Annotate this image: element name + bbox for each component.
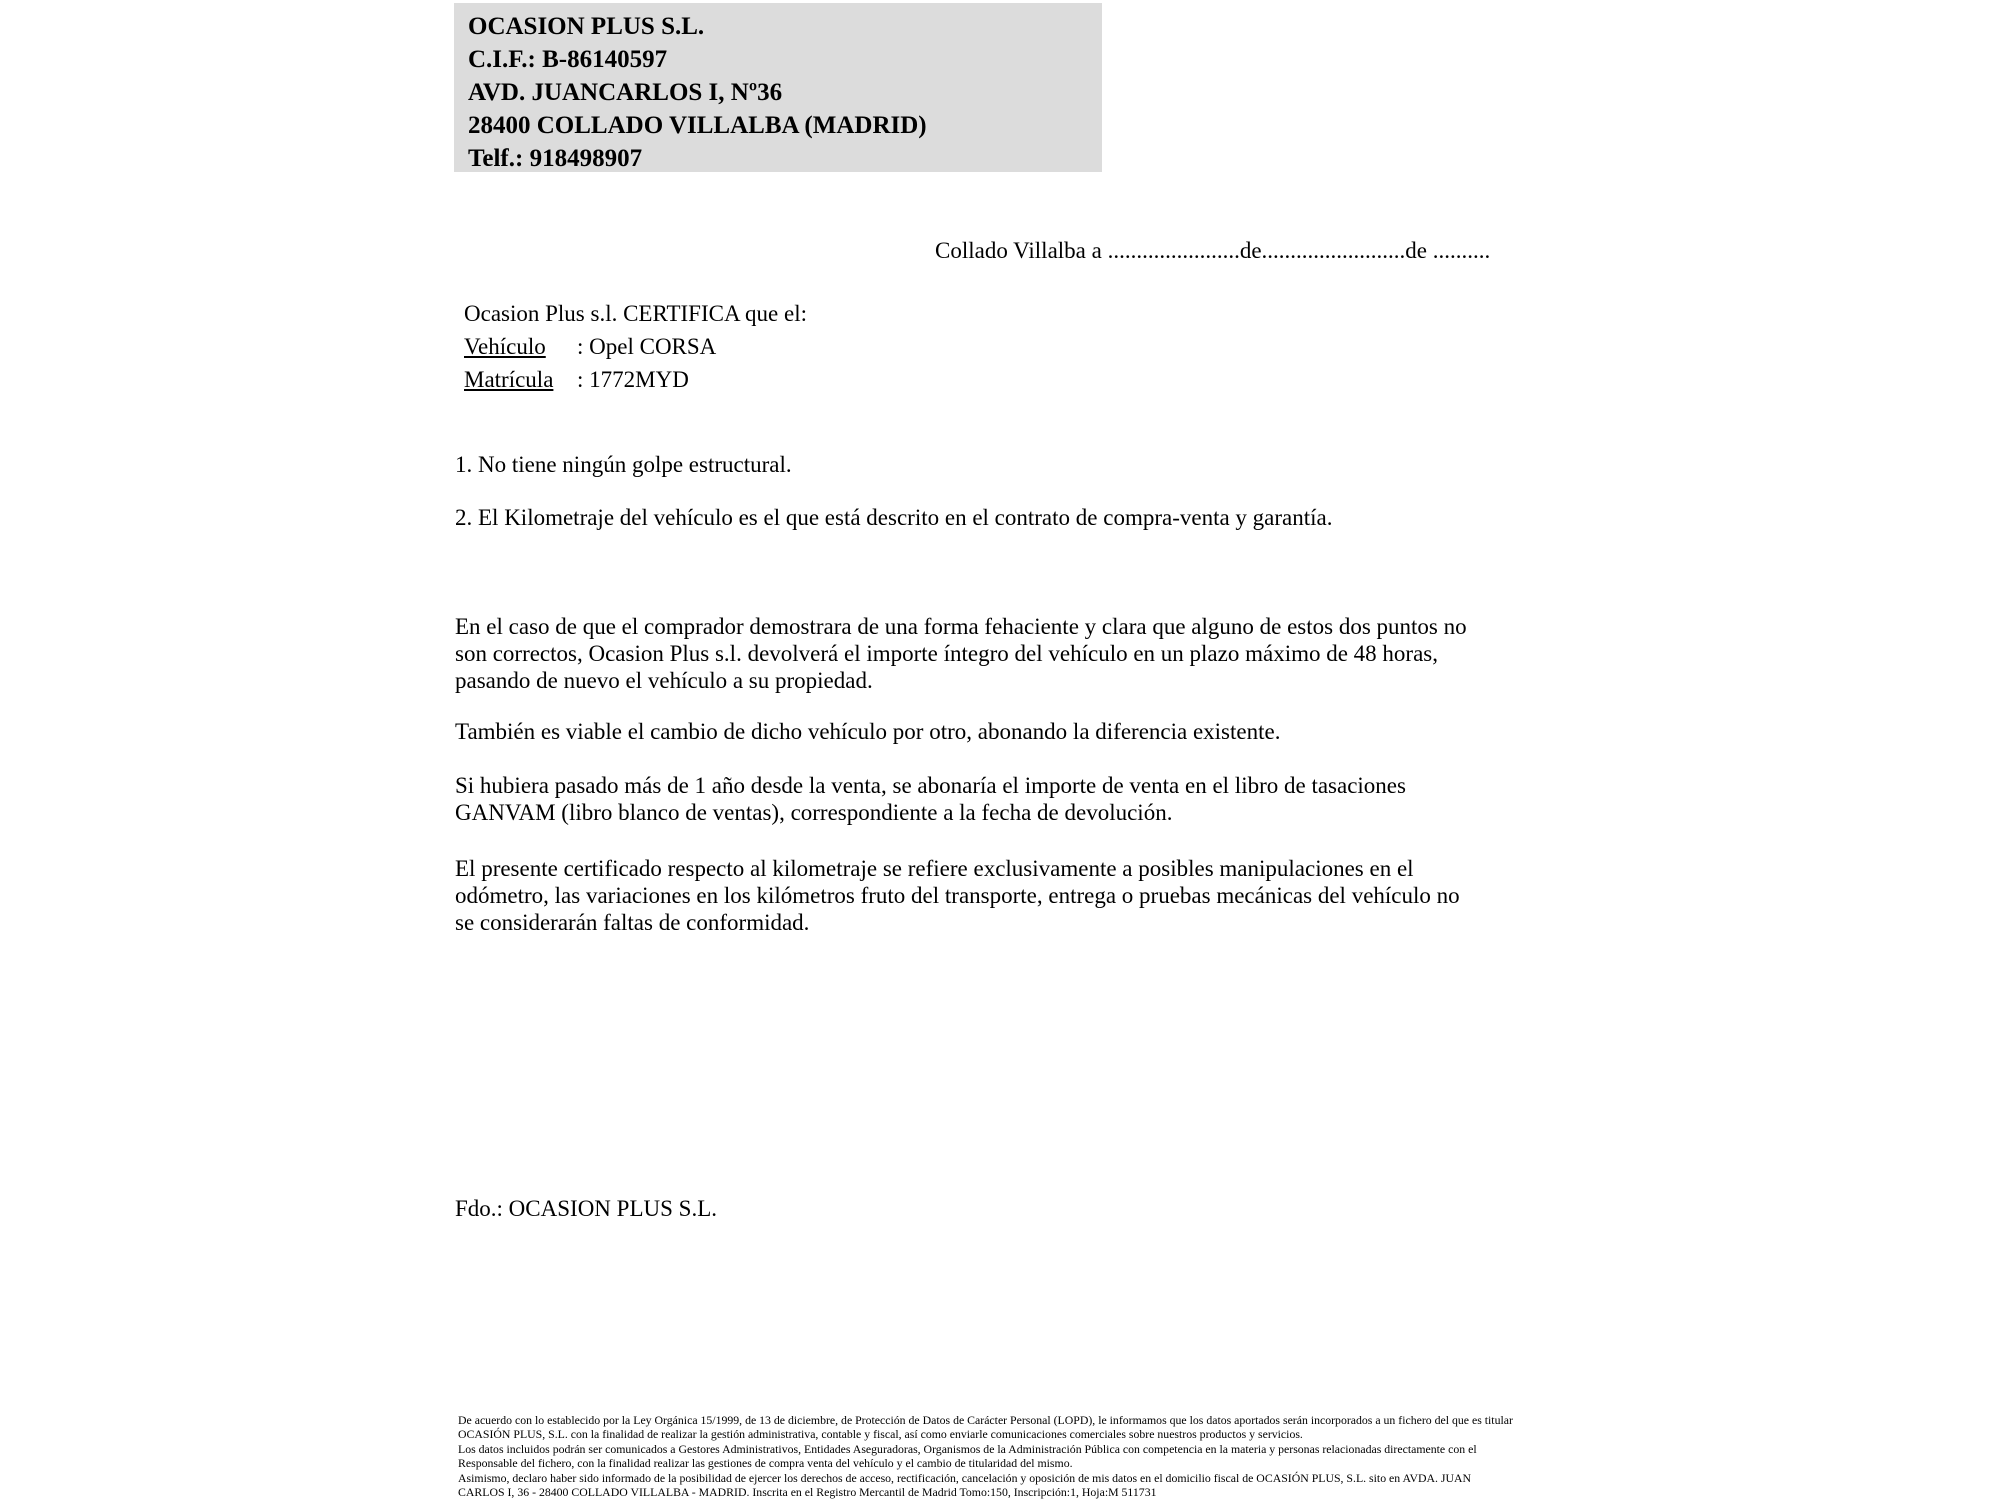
- company-phone: Telf.: 918498907: [468, 145, 643, 172]
- vehicle-value: : Opel CORSA: [577, 334, 717, 359]
- paragraph-line: Si hubiera pasado más de 1 año desde la venta, se abonaría el importe de venta en el libro de tasaciones: [455, 773, 1406, 798]
- legal-footer-line: Asimismo, declaro haber sido informado de la posibilidad de ejercer los derechos de acceso, rectificación, cancelación y oposición de mis datos en el domicilio fiscal de OCASIÓN PLUS, S.L. sito en AVDA. JUAN: [458, 1470, 1472, 1485]
- legal-footer-line: De acuerdo con lo establecido por la Ley Orgánica 15/1999, de 13 de diciembre, de Protección de Datos de Carácter Personal (LOPD), le informamos que los datos aportados serán incorporados a un fichero del que es titular: [458, 1413, 1513, 1427]
- paragraph-line: También es viable el cambio de dicho vehículo por otro, abonando la diferencia existente.: [455, 719, 1281, 744]
- plate-row: [464, 367, 689, 393]
- paragraph-line: En el caso de que el comprador demostrara de una forma fehaciente y clara que alguno de estos dos puntos no: [455, 614, 1467, 639]
- plate-value: : 1772MYD: [577, 367, 689, 392]
- paragraph-line: odómetro, las variaciones en los kilómetros fruto del transporte, entrega o pruebas mecánicas del vehículo no: [455, 883, 1460, 908]
- company-header-block: [454, 3, 1102, 172]
- paragraph-odometer-disclaimer: [455, 855, 1460, 936]
- company-city: 28400 COLLADO VILLALBA (MADRID): [468, 112, 927, 139]
- paragraph-line: El presente certificado respecto al kilometraje se refiere exclusivamente a posibles manipulaciones en el: [455, 856, 1414, 881]
- paragraph-exchange-option: [455, 718, 1280, 745]
- point-2: 2. El Kilometraje del vehículo es el que está descrito en el contrato de compra-venta y garantía.: [455, 505, 1333, 530]
- plate-label: Matrícula: [464, 367, 554, 392]
- legal-footer: [458, 1413, 1513, 1499]
- legal-footer-line: CARLOS I, 36 - 28400 COLLADO VILLALBA - MADRID. Inscrita en el Registro Mercantil de Madrid Tomo:150, Inscripción:1, Hoja:M 511731: [458, 1485, 1157, 1500]
- point-1: 1. No tiene ningún golpe estructural.: [455, 452, 792, 477]
- company-cif: C.I.F.: B-86140597: [468, 46, 668, 73]
- paragraph-line: pasando de nuevo el vehículo a su propiedad.: [455, 668, 873, 693]
- certifies-intro: Ocasion Plus s.l. CERTIFICA que el:: [464, 301, 807, 326]
- company-address: AVD. JUANCARLOS I, Nº36: [468, 79, 783, 106]
- paragraph-line: GANVAM (libro blanco de ventas), correspondiente a la fecha de devolución.: [455, 800, 1173, 825]
- legal-footer-line: OCASIÓN PLUS, S.L. con la finalidad de realizar la gestión administrativa, contable y fiscal, así como enviarle comunicaciones comerciales sobre nuestros productos y servicios.: [458, 1427, 1303, 1442]
- paragraph-ganvam-valuation: [455, 772, 1406, 826]
- vehicle-row: [464, 334, 716, 360]
- paragraph-line: se considerarán faltas de conformidad.: [455, 910, 810, 935]
- legal-footer-line: Responsable del fichero, con la finalidad realizar las gestiones de compra venta del vehículo y el cambio de titularidad del mismo.: [458, 1456, 1073, 1471]
- company-name: OCASION PLUS S.L.: [468, 13, 705, 40]
- vehicle-label: Vehículo: [464, 334, 546, 359]
- paragraph-line: son correctos, Ocasion Plus s.l. devolverá el importe íntegro del vehículo en un plazo máximo de 48 horas,: [455, 641, 1439, 666]
- signature-line: Fdo.: OCASION PLUS S.L.: [455, 1196, 717, 1221]
- paragraph-refund-condition: [455, 613, 1467, 694]
- legal-footer-line: Los datos incluidos podrán ser comunicados a Gestores Administrativos, Entidades Aseguradoras, Organismos de la Administración Pública con competencia en la materia y personas relacionadas directamente con el: [458, 1441, 1477, 1456]
- date-fill-in-line: Collado Villalba a .......................de.........................de ..........: [935, 238, 1491, 263]
